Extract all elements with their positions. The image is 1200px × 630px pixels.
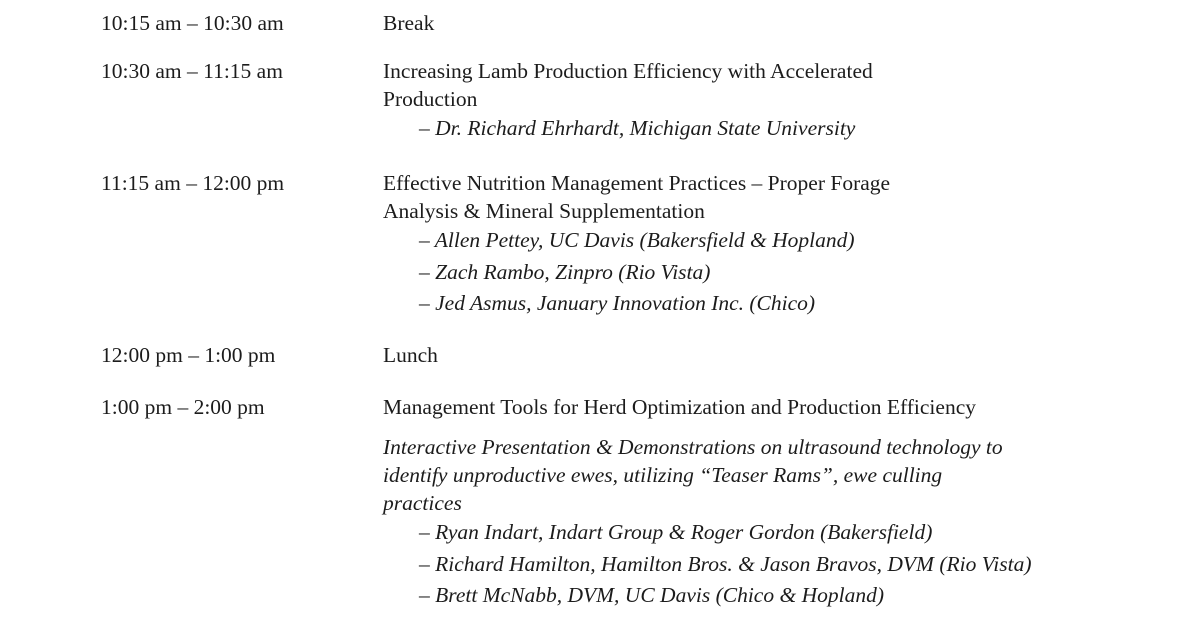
session-title: Break xyxy=(383,11,435,35)
session-content xyxy=(383,169,1163,320)
session-content xyxy=(383,9,1163,37)
session-time: 11:15 am – 12:00 pm xyxy=(101,171,285,195)
speaker-line: – Ryan Indart, Indart Group & Roger Gordon (Bakersfield) xyxy=(419,520,933,544)
session-time: 10:15 am – 10:30 am xyxy=(101,11,284,35)
session-time: 1:00 pm – 2:00 pm xyxy=(101,395,265,419)
session-title: Management Tools for Herd Optimization and Production Efficiency xyxy=(383,395,976,419)
speaker-line: – Allen Pettey, UC Davis (Bakersfield & Hopland) xyxy=(419,228,855,252)
session-title: Analysis & Mineral Supplementation xyxy=(383,199,705,223)
session-description: practices xyxy=(383,491,462,515)
session-title: Increasing Lamb Production Efficiency with Accelerated xyxy=(383,59,873,83)
speaker-line: – Richard Hamilton, Hamilton Bros. & Jason Bravos, DVM (Rio Vista) xyxy=(419,551,1032,576)
session-time: 10:30 am – 11:15 am xyxy=(101,59,283,83)
session-title: Lunch xyxy=(383,343,438,367)
speaker-line: – Dr. Richard Ehrhardt, Michigan State University xyxy=(419,116,856,140)
session-title: Effective Nutrition Management Practices – Proper Forage xyxy=(383,171,891,195)
session-title: Production xyxy=(383,87,478,111)
session-time: 12:00 pm – 1:00 pm xyxy=(101,343,276,367)
session-content xyxy=(383,393,1163,612)
session-description: Interactive Presentation & Demonstrations on ultrasound technology to xyxy=(383,435,1003,459)
session-content xyxy=(383,57,1163,145)
speaker-line: – Jed Asmus, January Innovation Inc. (Chico) xyxy=(419,291,816,315)
speaker-line: – Brett McNabb, DVM, UC Davis (Chico & Hopland) xyxy=(419,583,884,607)
speaker-line: – Zach Rambo, Zinpro (Rio Vista) xyxy=(419,259,711,284)
session-content xyxy=(383,341,1163,369)
session-description: identify unproductive ewes, utilizing “Teaser Rams”, ewe culling xyxy=(383,463,943,487)
